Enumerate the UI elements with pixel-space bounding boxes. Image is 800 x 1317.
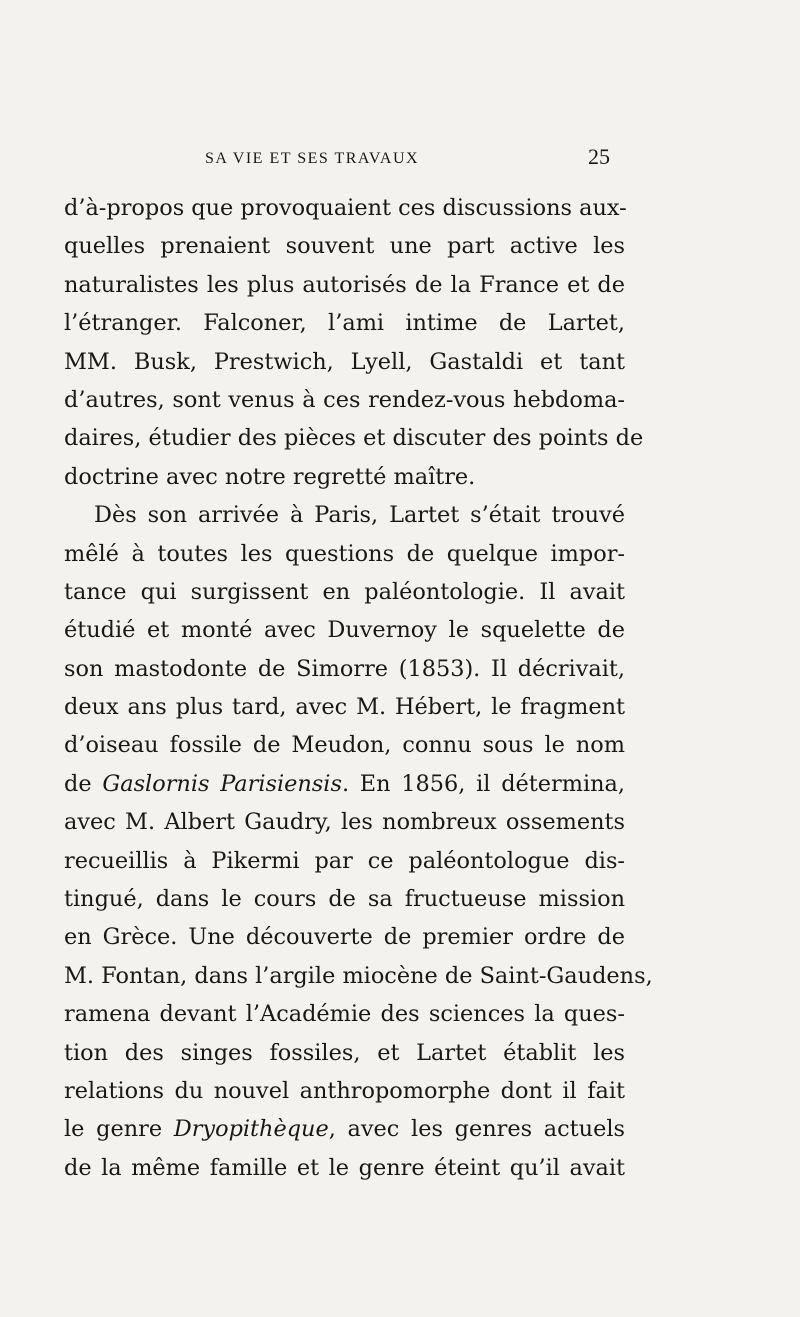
text-line: étudié et monté avec Duvernoy le squelette de (64, 617, 625, 644)
text-line: naturalistes les plus autorisés de la France et de (64, 271, 625, 298)
text-line: mêlé à toutes les questions de quelque impor- (64, 540, 625, 567)
paragraph-start-line: Dès son arrivée à Paris, Lartet s’était trouvé (94, 502, 625, 529)
running-head: SA VIE ET SES TRAVAUX (205, 150, 420, 167)
text-segment: . En 1856, il détermina, (341, 770, 626, 797)
text-line: daires, étudier des pièces et discuter des points de (64, 425, 644, 452)
text-line: son mastodonte de Simorre (1853). Il décrivait, (64, 655, 625, 682)
text-line: recueillis à Pikermi par ce paléontologue dis- (64, 847, 625, 874)
text-line: M. Fontan, dans l’argile miocène de Saint-Gaudens, (64, 962, 653, 989)
text-line: quelles prenaient souvent une part active les (64, 233, 625, 260)
text-line: en Grèce. Une découverte de premier ordre de (64, 924, 625, 951)
text-line: tion des singes fossiles, et Lartet établit les (64, 1039, 625, 1066)
text-segment: le genre (64, 1116, 174, 1143)
taxon-name-italic: Gaslornis Parisiensis (102, 770, 342, 797)
text-line: l’étranger. Falconer, l’ami intime de Lartet, (64, 310, 625, 337)
text-line-with-italic (64, 765, 625, 803)
text-line: deux ans plus tard, avec M. Hébert, le fragment (64, 694, 625, 721)
text-line: tingué, dans le cours de sa fructueuse mission (64, 886, 625, 913)
text-segment: de (64, 770, 103, 797)
text-line: avec M. Albert Gaudry, les nombreux ossements (64, 809, 625, 836)
text-line: relations du nouvel anthropomorphe dont il fait (64, 1077, 625, 1104)
text-line: de la même famille et le genre éteint qu’il avait (64, 1154, 625, 1181)
text-line: ramena devant l’Académie des sciences la ques- (64, 1001, 625, 1028)
text-line: d’autres, sont venus à ces rendez-vous hebdoma- (64, 386, 625, 413)
genus-name-italic: Dryopithèque (173, 1116, 329, 1143)
page-header (0, 144, 800, 180)
text-line: d’oiseau fossile de Meudon, connu sous le nom (64, 732, 625, 759)
text-line: MM. Busk, Prestwich, Lyell, Gastaldi et tant (64, 348, 625, 375)
page-number: 25 (588, 144, 610, 169)
text-line-with-italic (64, 1110, 625, 1148)
text-line: doctrine avec notre regretté maître. (64, 463, 476, 490)
text-line: d’à-propos que provoquaient ces discussions aux- (64, 195, 627, 221)
text-line: tance qui surgissent en paléontologie. Il avait (64, 578, 625, 605)
text-segment: , avec les genres actuels (328, 1116, 626, 1143)
body-text (64, 189, 653, 1187)
